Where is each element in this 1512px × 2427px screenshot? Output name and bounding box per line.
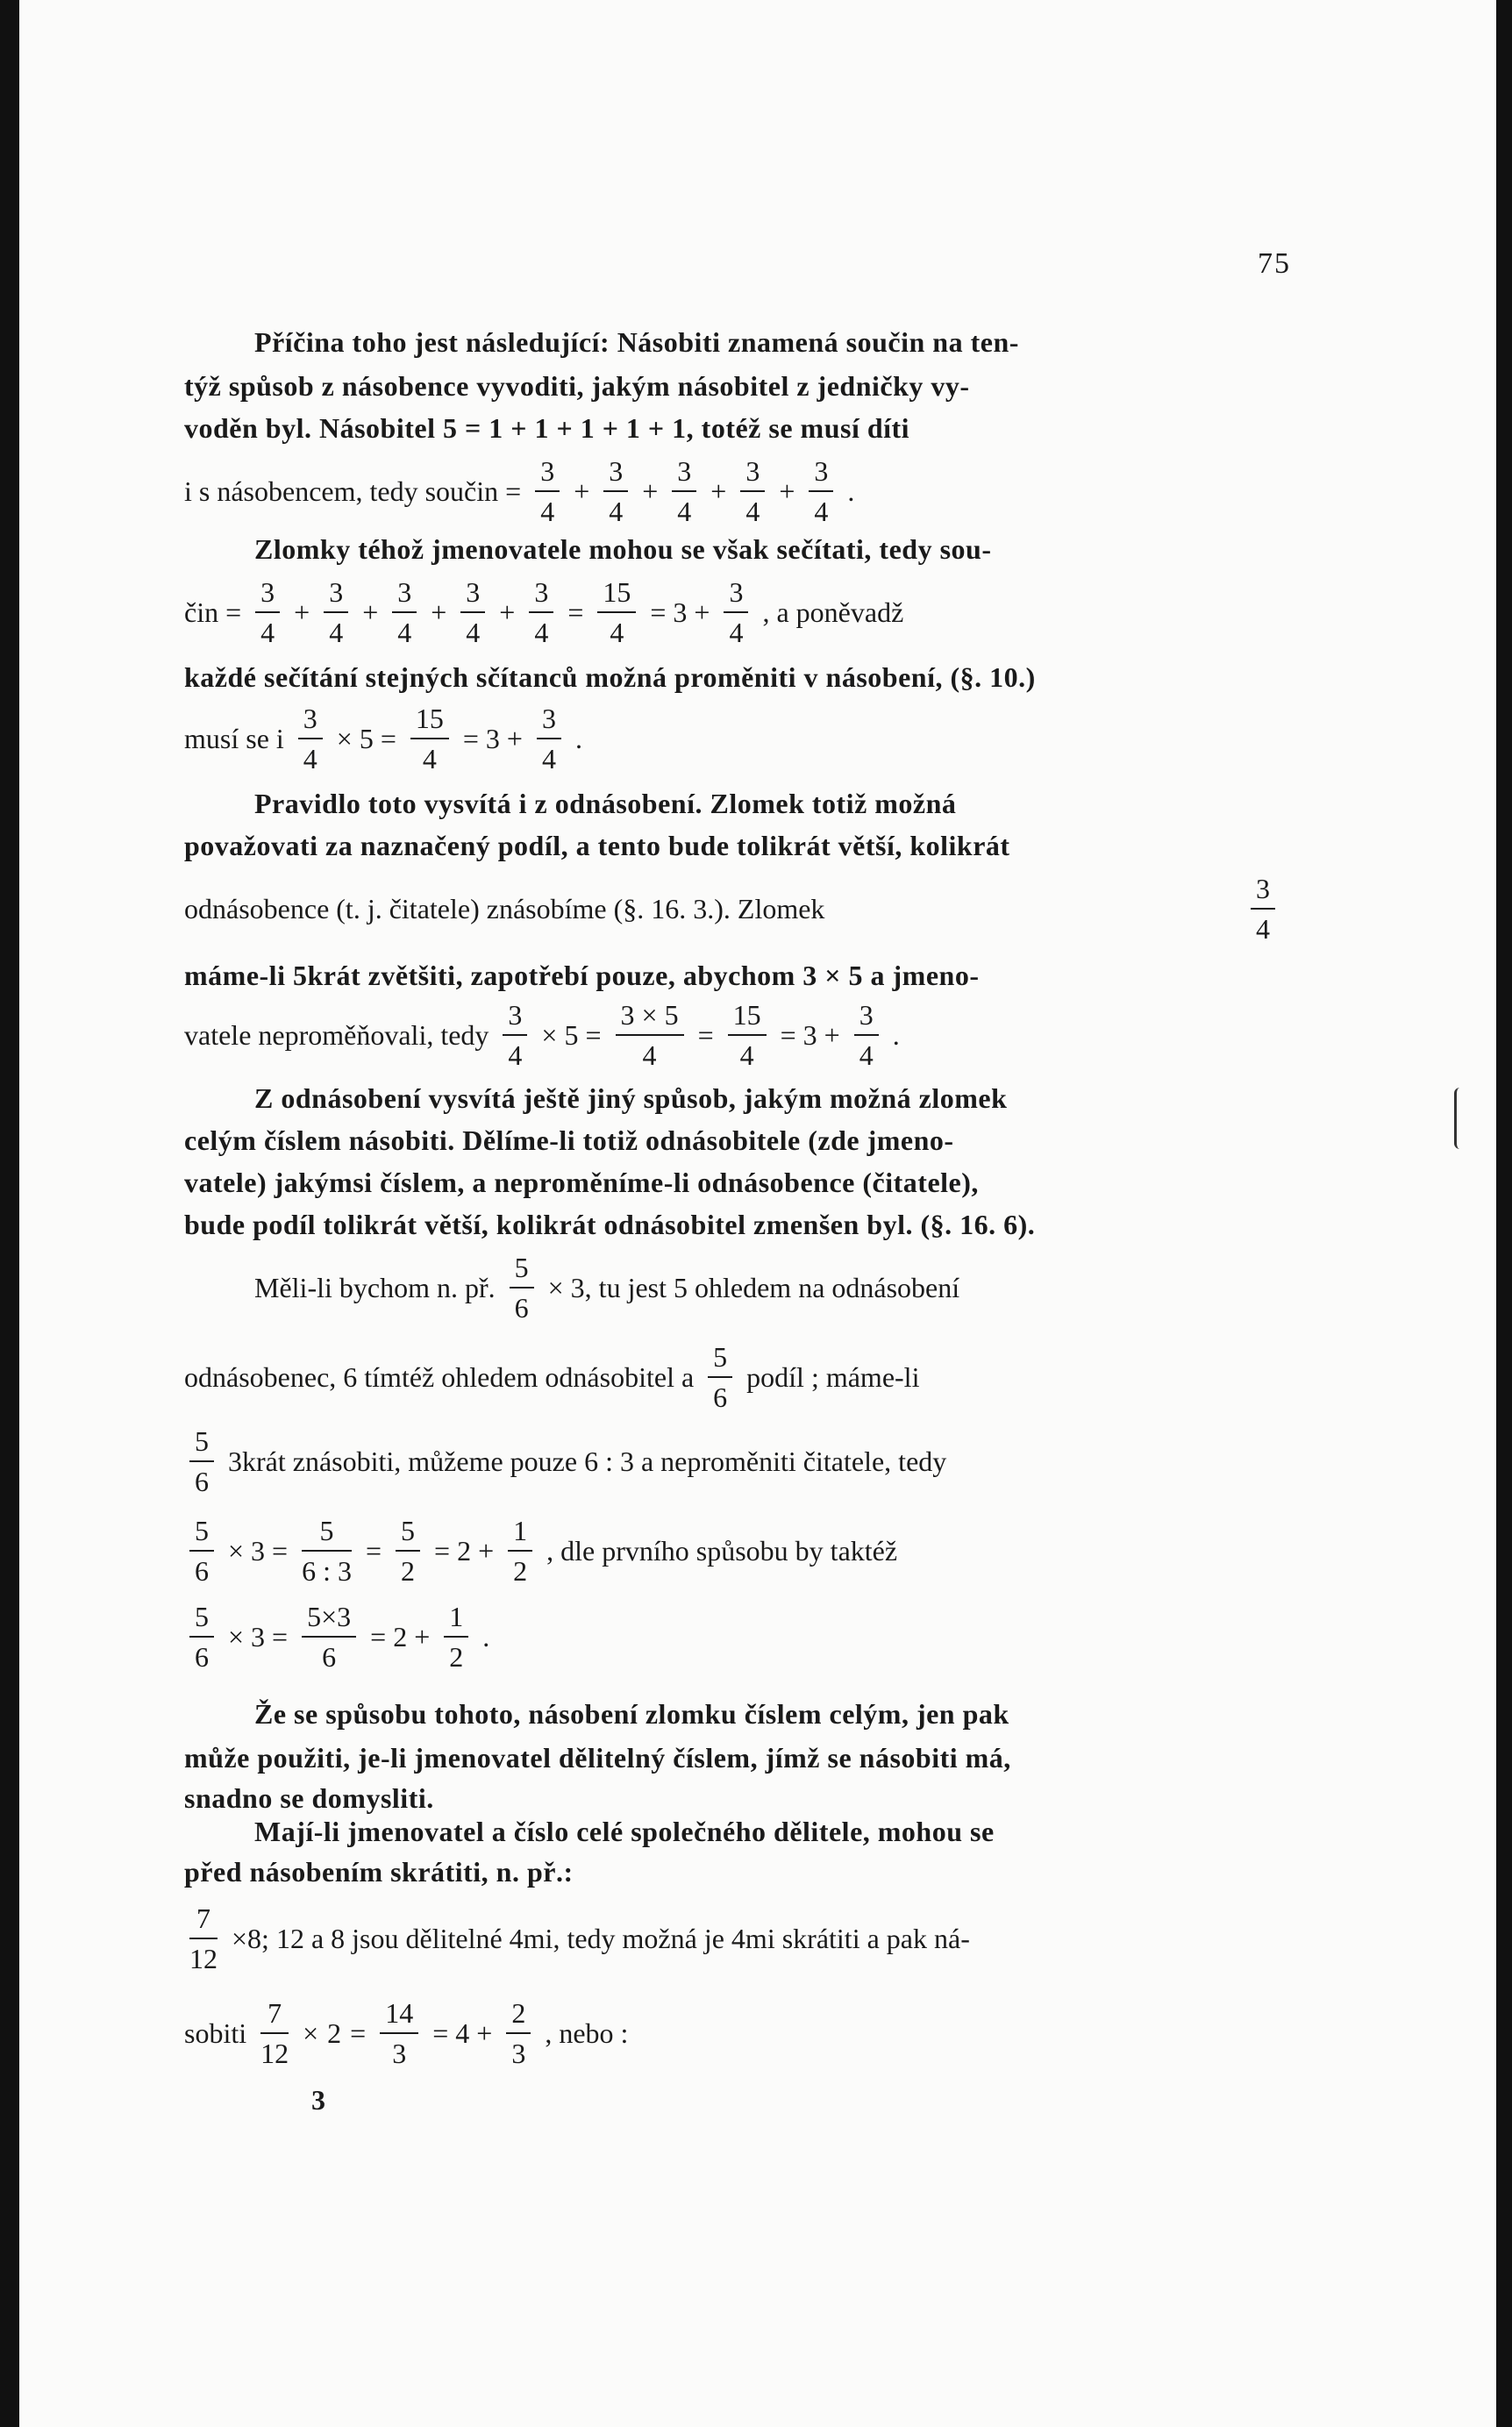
text-line: máme-li 5krát zvětšiti, zapotřebí pouze, abychom 3 × 5 a jmeno- bbox=[184, 960, 980, 991]
equation-tail: . bbox=[847, 475, 855, 507]
equation-line: $\frac{5}{6}$ × 3 = $\frac{5\times 3}{6}$ = 2 + $\frac{1}{2}$ . bbox=[184, 1584, 1289, 1689]
equation-line: 5 6 3krát znásobiti, můžeme pouze 6 : 3 a neproměniti čitatele, tedy bbox=[184, 1409, 1289, 1514]
text-line: Pravidlo toto vysvítá i z odnásobení. Zlomek totiž možná bbox=[254, 788, 957, 819]
equation-line: sobiti $\frac{7}{12}$ × 2 = $\frac{14}{3}$ = 4 + $\frac{2}{3}$ , nebo : bbox=[184, 1981, 1289, 2103]
scan-left-edge bbox=[0, 0, 19, 2427]
text-line: považovati za naznačený podíl, a tento bude tolikrát větší, kolikrát bbox=[184, 830, 1010, 861]
page-number: 75 bbox=[1258, 247, 1291, 280]
equation-line: vatele neproměňovali, tedy $\frac{3}{4}$ × 5 = $\frac{3 \times 5}{4}$ = $\frac{15}{4}$ = 3 + $\frac{3}{4}$ . bbox=[184, 982, 1289, 1088]
margin-mark bbox=[1454, 1088, 1466, 1149]
text-line: Mají-li jmenovatel a číslo celé společného dělitele, mohou se bbox=[254, 1816, 995, 1847]
equation-line: $\frac{7}{12}$ ×8; 12 a 8 jsou dělitelné 4mi, tedy možná je 4mi skrátiti a pak ná- bbox=[184, 1886, 1289, 1991]
text-line: Příčina toho jest následující: Násobiti znamená součin na ten- bbox=[254, 326, 1019, 358]
equation-line: i s násobencem, tedy součin = $\frac{3}{4}$ + 3 4 + 3 4 + 3 4 + 3 4 . bbox=[184, 439, 1289, 544]
equation-line: $\frac{5}{6}$ × 3 = $\frac{5}{6 : 3}$ = $\frac{5}{2}$ = 2 + $\frac{1}{2}$ , dle prvního spůsobu by taktéž bbox=[184, 1498, 1289, 1603]
fraction: 3 4 bbox=[603, 452, 628, 531]
fraction: 3 4 bbox=[672, 452, 696, 531]
text-line: Z odnásobení vysvítá ještě jiný spůsob, jakým možná zlomek bbox=[254, 1082, 1008, 1114]
equation-lead: čin = bbox=[184, 596, 242, 628]
text-line: vatele) jakýmsi číslem, a neproměníme-li odnásobence (čitatele), bbox=[184, 1167, 979, 1198]
text-line: celým číslem násobiti. Dělíme-li totiž odnásobitele (zde jmeno- bbox=[184, 1124, 954, 1156]
text-line: může použiti, je-li jmenovatel dělitelný číslem, jímž se násobiti má, bbox=[184, 1742, 1011, 1774]
text-line: Zlomky téhož jmenovatele mohou se však sečítati, tedy sou- bbox=[254, 533, 992, 565]
cancelled-denominator: 3 bbox=[311, 2084, 326, 2116]
fraction: 3 4 bbox=[740, 452, 765, 531]
equation-tail: , a poněvadž bbox=[762, 596, 904, 628]
text-line: před násobením skrátiti, n. př.: bbox=[184, 1856, 574, 1888]
equation-lead: i s násobencem, tedy součin = bbox=[184, 475, 522, 507]
fraction: $\frac{3}{4}$ bbox=[535, 452, 560, 531]
scan-right-edge bbox=[1496, 0, 1512, 2427]
equation-lead: musí se i bbox=[184, 722, 284, 754]
text-line: bude podíl tolikrát větší, kolikrát odnásobitel zmenšen byl. (§. 16. 6). bbox=[184, 1209, 1036, 1240]
text-line: Že se spůsobu tohoto, násobení zlomku číslem celým, jen pak bbox=[254, 1698, 1009, 1730]
equation-line: Měli-li bychom n. př. $\frac{5}{6}$ × 3, tu jest 5 ohledem na odnásobení bbox=[254, 1235, 1289, 1340]
equation-line: odnásobenec, 6 tímtéž ohledem odnásobitel a 5 6 podíl ; máme-li bbox=[184, 1324, 1289, 1430]
text-line: snadno se domysliti. bbox=[184, 1782, 434, 1814]
equation-line: musí se i $\frac{3}{4}$ × 5 = $\frac{15}{4}$ = 3 + $\frac{3}{4}$ . bbox=[184, 686, 1289, 791]
equation-line: odnásobence (t. j. čitatele) znásobíme (§. 16. 3.). Zlomek 3 4 bbox=[184, 856, 1289, 961]
text-line: voděn byl. Násobitel 5 = 1 + 1 + 1 + 1 + 1, totéž se musí díti bbox=[184, 412, 910, 444]
fraction: 3 4 bbox=[809, 452, 833, 531]
text-line: každé sečítání stejných sčítanců možná proměniti v násobení, (§. 10.) bbox=[184, 661, 1036, 693]
equation-line: čin = $\frac{3}{4}$ + 3 4 + 3 4 + 3 4 + 3 4 = 15 4 = 3 + 3 4 , a poněvadž bbox=[184, 560, 1289, 665]
text-line: týž spůsob z násobence vyvoditi, jakým násobitel z jedničky vy- bbox=[184, 370, 970, 402]
